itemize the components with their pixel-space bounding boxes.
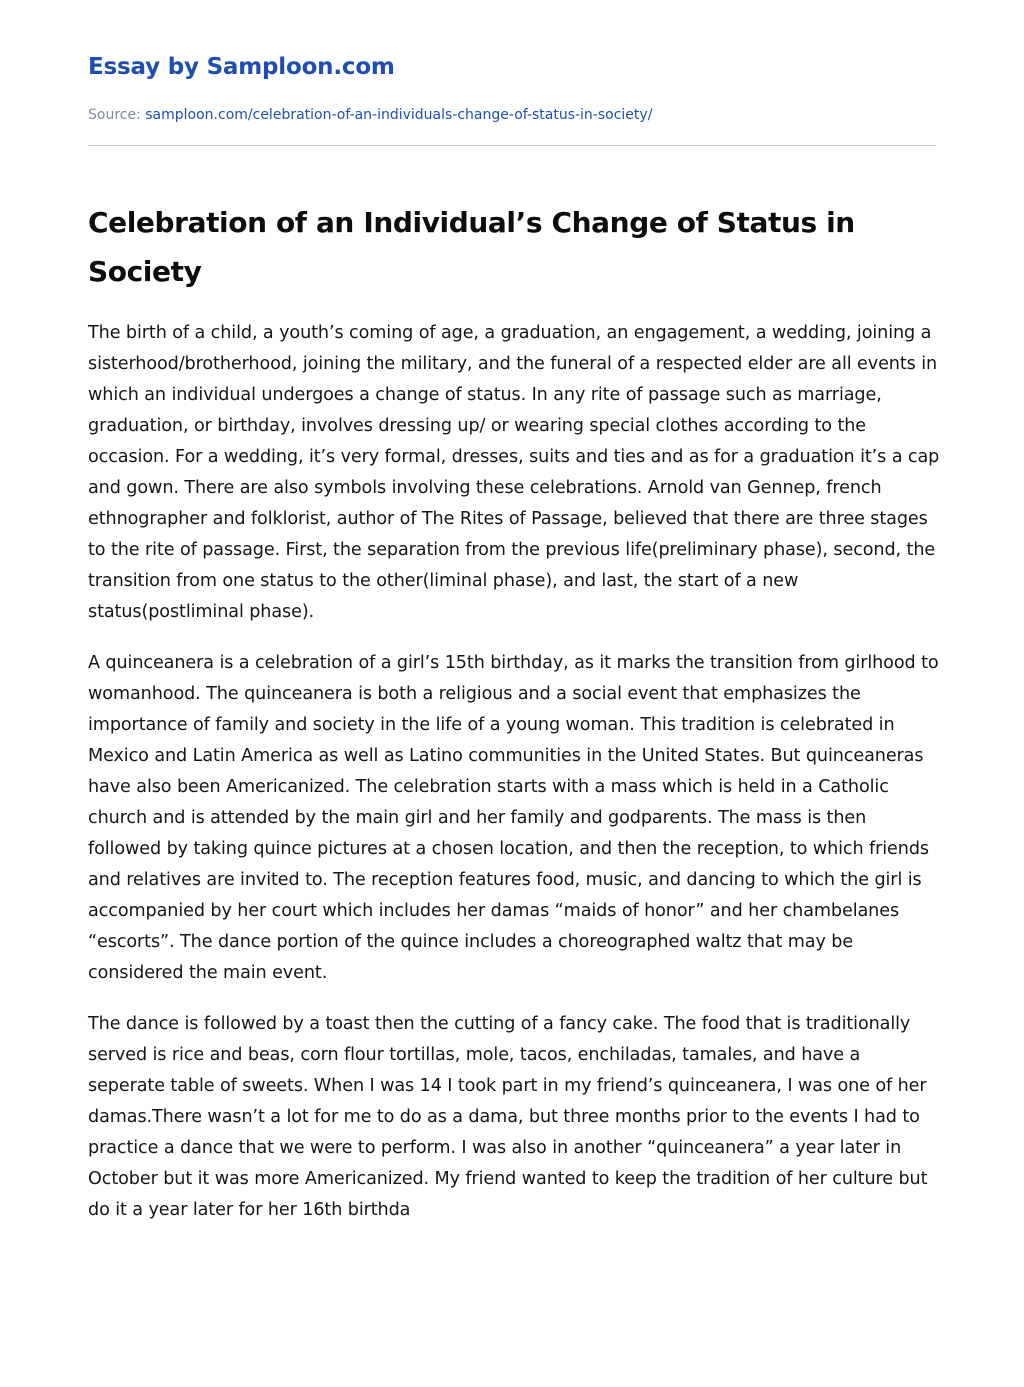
site-brand[interactable]: Essay by Samploon.com — [88, 54, 395, 80]
essay-body — [88, 318, 940, 1246]
header-divider — [88, 145, 936, 146]
paragraph-1: The birth of a child, a youth’s coming of age, a graduation, an engagement, a wedding, joining a sisterhood/brotherhood, joining the military, and the funeral of a respected elder are all events in which an individual undergoes a change of status. In any rite of passage such as marriage, graduation, or birthday, involves dressing up/ or wearing special clothes according to the occasion. For a wedding, it’s very formal, dresses, suits and ties and as for a graduation it’s a cap and gown. There are also symbols involving these celebrations. Arnold van Gennep, french ethnographer and folklorist, author of The Rites of Passage, believed that there are three stages to the rite of passage. First, the separation from the previous life(preliminary phase), second, the transition from one status to the other(liminal phase), and last, the start of a new status(postliminal phase). — [88, 323, 940, 622]
source-link[interactable]: samploon.com/celebration-of-an-individuals-change-of-status-in-society/ — [145, 107, 653, 123]
source-label: Source: — [88, 107, 141, 123]
paragraph-3: The dance is followed by a toast then the cutting of a fancy cake. The food that is traditionally served is rice and beas, corn flour tortillas, mole, tacos, enchiladas, tamales, and have a seperate table of sweets. When I was 14 I took part in my friend’s quinceanera, I was one of her damas.There wasn’t a lot for me to do as a dama, but three months prior to the events I had to practice a dance that we were to perform. I was also in another “quinceanera” a year later in October but it was more Americanized. My friend wanted to keep the tradition of her culture but do it a year later for her 16th birthda — [88, 1014, 928, 1220]
essay-title: Celebration of an Individual’s Change of Status in Society — [88, 206, 855, 288]
paragraph-2: A quinceanera is a celebration of a girl’s 15th birthday, as it marks the transition from girlhood to womanhood. The quinceanera is both a religious and a social event that emphasizes the importance of family and society in the life of a young woman. This tradition is celebrated in Mexico and Latin America as well as Latino communities in the United States. But quinceaneras have also been Americanized. The celebration starts with a mass which is held in a Catholic church and is attended by the main girl and her family and godparents. The mass is then followed by taking quince pictures at a chosen location, and then the reception, to which friends and relatives are invited to. The reception features food, music, and dancing to which the girl is accompanied by her court which includes her damas “maids of honor” and her chambelanes “escorts”. The dance portion of the quince includes a choreographed waltz that may be considered the main event. — [88, 653, 939, 983]
source-line — [88, 107, 652, 123]
